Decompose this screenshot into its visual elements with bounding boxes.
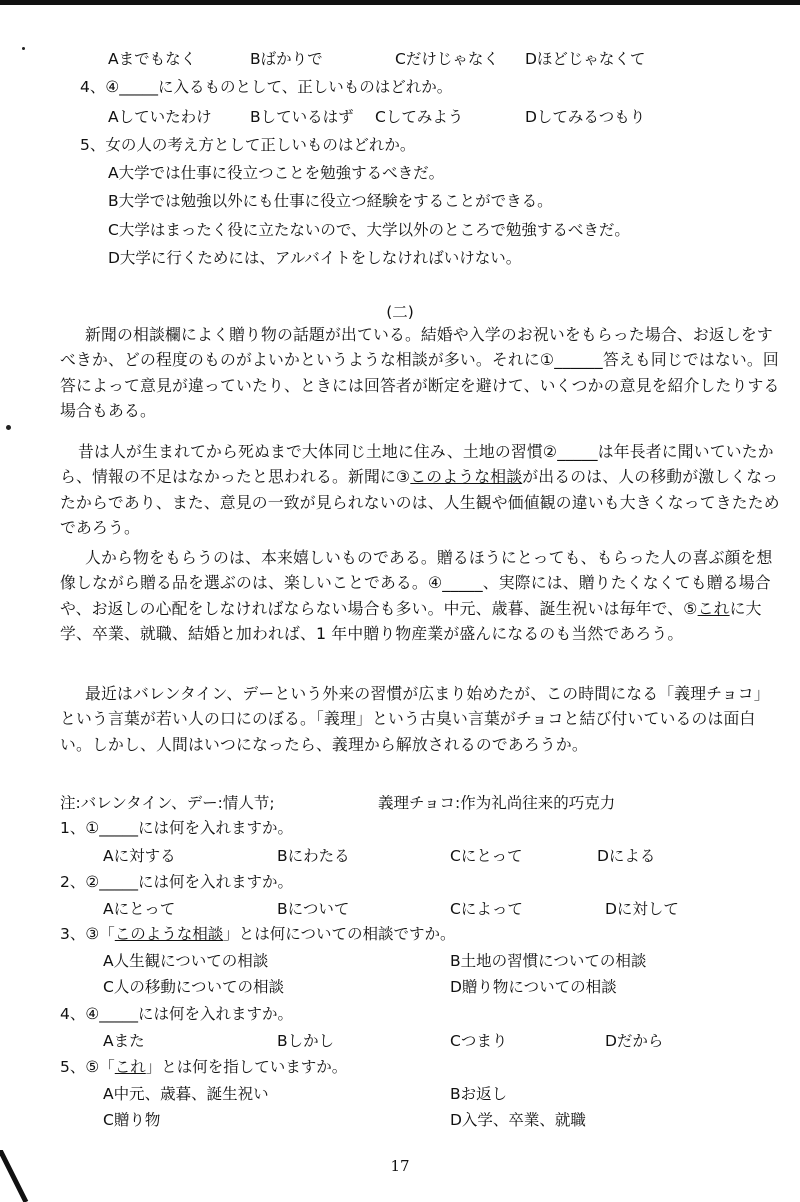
paragraph-text: に大学、卒業、就職、結婚と加われば、1 年中贈り物産業が盛んになるのも当然であろう。	[60, 598, 762, 643]
option-c: Cだけじゃなく	[395, 50, 499, 68]
scan-speck	[6, 425, 11, 430]
q5-option-b: B大学では勉強以外にも仕事に役立つ経験をすることができる。	[108, 192, 553, 210]
question-text: 」とは何についての相談ですか。	[223, 925, 456, 943]
part1-question-4	[80, 76, 452, 98]
question-text: には何を入れますか。	[138, 1005, 294, 1023]
underlined-phrase: このような相談	[410, 467, 523, 487]
paragraph-text: 答えも同じではない。回答によって意見が違っていたり、ときには回答者が断定を避けて、いくつかの意見を紹介したりする場合もある。	[60, 350, 780, 420]
option-b: B土地の習慣についての相談	[450, 952, 647, 970]
option-d: Dに対して	[605, 900, 679, 918]
part1-question-5	[80, 134, 415, 156]
question-text: には何を入れますか。	[138, 819, 294, 837]
note-label: 注:	[60, 794, 81, 812]
question-1	[60, 817, 293, 839]
paragraph-text: が出るのは、人の移動が激しくなったからであり、また、意見の一致が見られないのは、人生観や価値観の違いも大きくなってきたためであろう。	[60, 467, 780, 537]
question-ref: ⑤「	[85, 1058, 115, 1076]
option-c: Cつまり	[450, 1032, 508, 1050]
passage-paragraph-3	[60, 545, 780, 646]
blank: ②_____	[85, 873, 139, 891]
option-a: Aにとって	[103, 900, 176, 918]
option-d: Dだから	[605, 1032, 664, 1050]
option-a: Aまた	[103, 1032, 145, 1050]
question-text: 女の人の考え方として正しいものはどれか。	[105, 136, 416, 154]
option-b: Bにわたる	[277, 847, 350, 865]
option-c: Cにとって	[450, 847, 523, 865]
paragraph-text: 昔は人が生まれてから死ぬまで大体同じ土地に住み、土地の習慣	[78, 442, 543, 461]
option-b: Bばかりで	[250, 50, 323, 68]
question-ref: ③「	[85, 925, 115, 943]
option-c: Cによって	[450, 900, 523, 918]
question-number: 2、	[60, 873, 86, 891]
underlined-phrase: このような相談	[114, 925, 224, 943]
note-item-1: バレンタイン、デー:情人节;	[80, 794, 275, 812]
passage-paragraph-1	[60, 322, 780, 423]
blank: ④_____	[85, 1005, 139, 1023]
paragraph-text: 、実際には、贈りたくなくても贈る場合や、お返しの心配をしなければならない場合も多い。中元、歳暮、誕生祝いは毎年で、⑤	[60, 573, 771, 618]
question-text: には何を入れますか。	[138, 873, 294, 891]
option-a: A人生観についての相談	[103, 952, 269, 970]
option-d: D入学、卒業、就職	[450, 1111, 586, 1129]
question-text: に入るものとして、正しいものはどれか。	[158, 78, 453, 96]
blank: ②_____	[542, 442, 598, 461]
paragraph-text: 新聞の相談欄によく贈り物の話題が出ている。結婚や入学のお祝いをもらった場合、お返しをすべきか、どの程度のものがよいかというような相談が多い。それに	[60, 325, 773, 370]
underlined-phrase: これ	[114, 1058, 146, 1076]
option-c: Cしてみよう	[375, 108, 464, 126]
option-b: Bについて	[277, 900, 350, 918]
paragraph-text: は年長者に聞いていたから、情報の不足はなかったと思われる。新聞に③	[60, 442, 774, 487]
section-heading: (二)	[386, 303, 414, 321]
option-b: Bお返し	[450, 1085, 508, 1103]
paragraph-text: 人から物をもらうのは、本来嬉しいものである。贈るほうにとっても、もらった人の喜ぶ顔を想像しながら贈る品を選ぶのは、楽しいことである。	[60, 548, 773, 593]
option-d: Dほどじゃなくて	[525, 50, 646, 68]
underlined-phrase: これ	[697, 598, 730, 618]
blank: ①_____	[85, 819, 139, 837]
passage-paragraph-4: 最近はバレンタイン、デーという外来の習慣が広まり始めたが、この時間になる「義理チョコ」という言葉が若い人の口にのぼる。「義理」という古臭い言葉がチョコと結び付いているのは面白い。しかし、人間はいつになったら、義理から解放されるのであろうか。	[60, 684, 770, 754]
option-b: Bしているはず	[250, 108, 354, 126]
option-d: Dしてみるつもり	[525, 108, 646, 126]
top-border	[0, 0, 800, 5]
question-2	[60, 871, 293, 893]
option-c: C贈り物	[103, 1111, 161, 1129]
option-d: D贈り物についての相談	[450, 978, 617, 996]
note-item-2: 義理チョコ:作为礼尚往来的巧克力	[378, 794, 616, 812]
blank: ④_____	[105, 78, 159, 96]
option-c: C人の移動についての相談	[103, 978, 285, 996]
question-number: 4、	[60, 1005, 86, 1023]
q5-option-d: D大学に行くためには、アルバイトをしなければいけない。	[108, 249, 522, 267]
option-a: Aに対する	[103, 847, 176, 865]
question-number: 5、	[80, 136, 106, 154]
option-a: Aしていたわけ	[108, 108, 212, 126]
question-3	[60, 923, 456, 945]
q5-option-c: C大学はまったく役に立たないので、大学以外のところで勉強するべきだ。	[108, 221, 630, 239]
question-5	[60, 1056, 347, 1078]
question-number: 4、	[80, 78, 106, 96]
question-text: 」とは何を指していますか。	[145, 1058, 348, 1076]
option-a: A中元、歳暮、誕生祝い	[103, 1085, 269, 1103]
q5-option-a: A大学では仕事に役立つことを勉強するべきだ。	[108, 164, 445, 182]
question-4	[60, 1003, 293, 1025]
note	[60, 792, 275, 814]
blank: ④_____	[427, 573, 483, 593]
passage-paragraph-2	[60, 439, 780, 540]
option-b: Bしかし	[277, 1032, 335, 1050]
question-number: 1、	[60, 819, 86, 837]
option-d: Dによる	[597, 847, 656, 865]
scan-speck	[22, 47, 25, 50]
question-number: 3、	[60, 925, 86, 943]
question-number: 5、	[60, 1058, 86, 1076]
blank: ①______	[539, 350, 603, 370]
option-a: Aまでもなく	[108, 50, 197, 68]
page-number: 17	[390, 1157, 410, 1175]
